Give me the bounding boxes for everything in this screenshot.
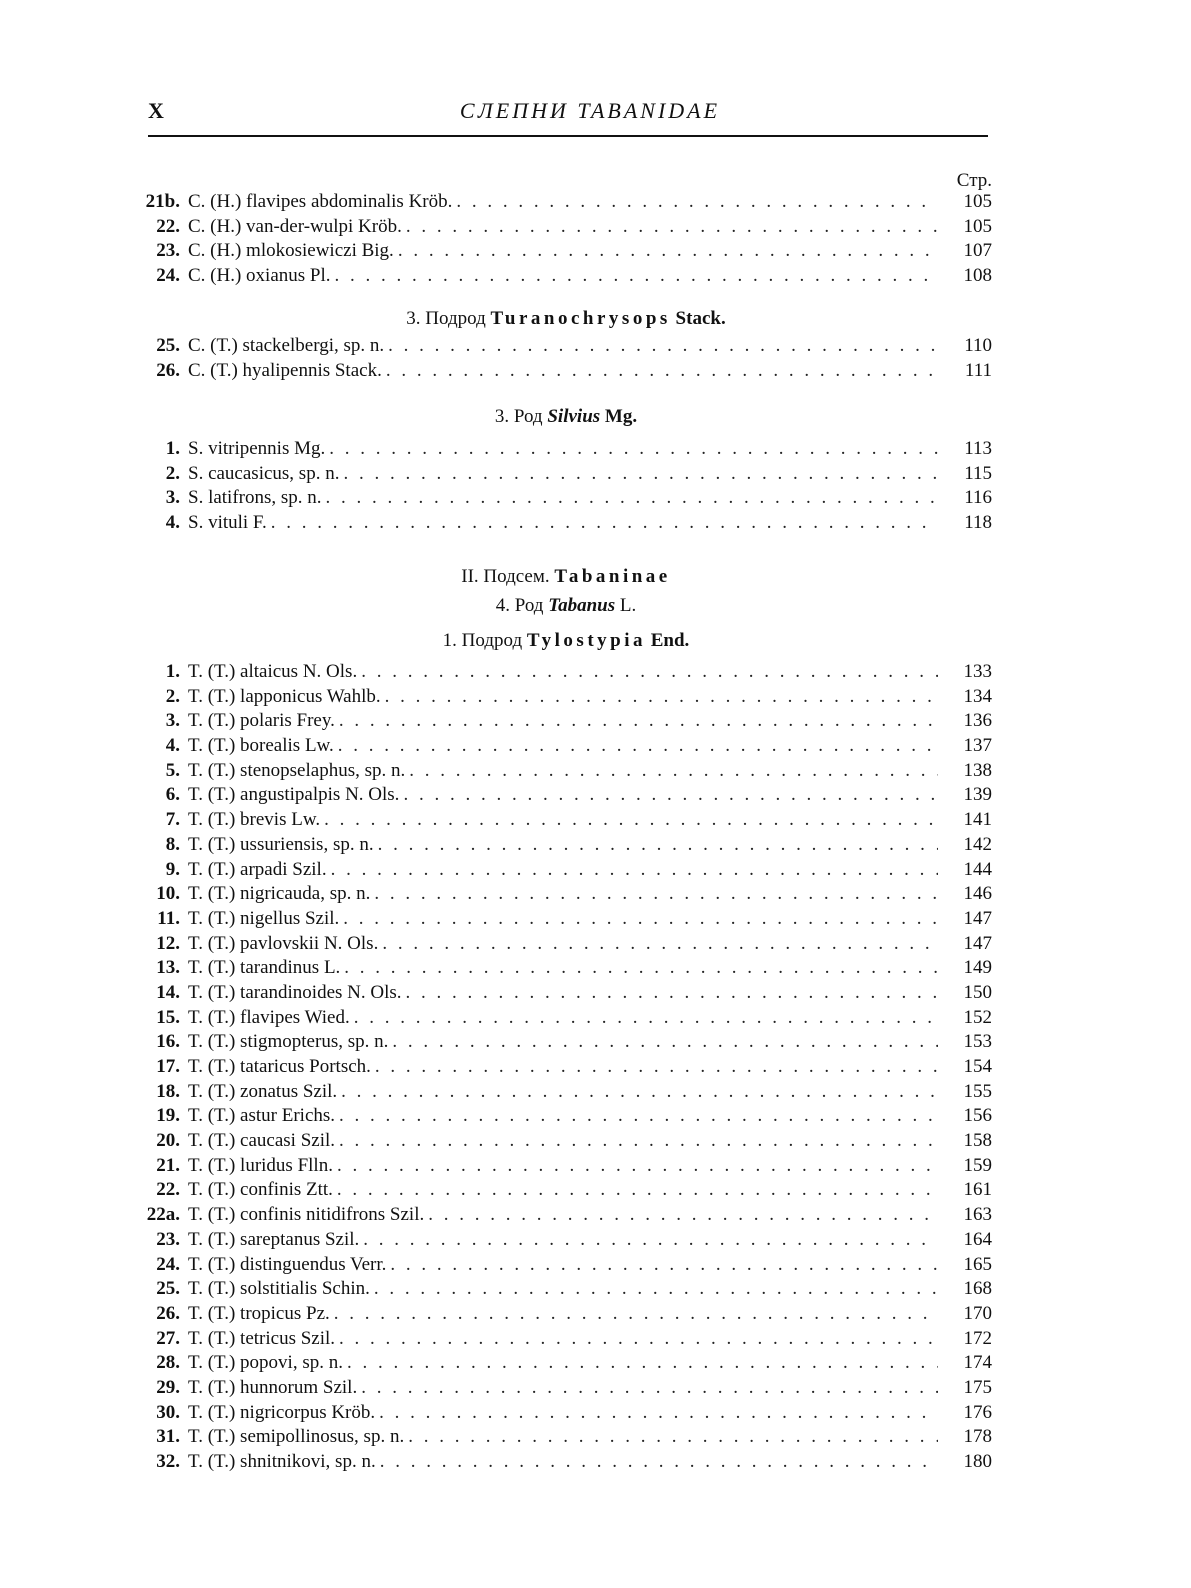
leader-dots — [339, 1104, 938, 1129]
entry-title: C. (H.) oxianus Pl. — [188, 265, 331, 287]
leader-dots — [398, 239, 938, 264]
toc-entry — [140, 858, 992, 883]
toc-entry — [140, 1425, 992, 1450]
entry-page: 142 — [963, 833, 992, 855]
leader-dots — [335, 264, 939, 289]
entry-page: 163 — [963, 1204, 992, 1226]
toc-list-group4 — [140, 660, 992, 1475]
toc-entry — [140, 1351, 992, 1376]
toc-entry — [140, 833, 992, 858]
entry-page: 118 — [964, 512, 992, 534]
entry-title: T. (T.) arpadi Szil. — [188, 858, 327, 880]
entry-page: 155 — [963, 1080, 992, 1102]
toc-entry — [140, 734, 992, 759]
leader-dots — [361, 660, 938, 685]
entry-title: T. (T.) astur Erichs. — [188, 1105, 336, 1127]
entry-title: T. (T.) sareptanus Szil. — [188, 1228, 360, 1250]
entry-title: T. (T.) tataricus Portsch. — [188, 1056, 371, 1077]
leader-dots — [403, 783, 938, 808]
subgenus-heading-turanochrysops: 3. Подрод Turanochrysops Stack. — [406, 308, 726, 329]
entry-number: 17. — [156, 1056, 180, 1077]
entry-number: 18. — [156, 1080, 180, 1102]
toc-entry — [140, 359, 992, 384]
leader-dots — [379, 1401, 938, 1426]
leader-dots — [456, 190, 938, 215]
leader-dots — [374, 882, 938, 907]
entry-number: 21b. — [145, 191, 180, 212]
entry-number: 9. — [165, 858, 180, 880]
leader-dots — [406, 215, 938, 240]
toc-entry — [140, 907, 992, 932]
entry-page: 149 — [963, 957, 992, 979]
toc-entry — [140, 685, 992, 710]
entry-page: 168 — [963, 1278, 992, 1300]
entry-number: 10. — [156, 883, 180, 905]
subgenus-heading-tylostypia: 1. Подрод Tylostypia End. — [442, 630, 690, 651]
toc-entry — [140, 660, 992, 685]
entry-number: 22a. — [146, 1204, 180, 1226]
entry-page: 111 — [964, 359, 992, 381]
entry-title: T. (T.) nigellus Szil. — [188, 907, 340, 929]
entry-number: 21. — [156, 1154, 180, 1176]
entry-page: 136 — [963, 710, 992, 732]
genus-heading-tabanus: 4. Род Tabanus L. — [495, 595, 637, 616]
leader-dots — [331, 858, 938, 883]
entry-number: 20. — [156, 1130, 180, 1152]
entry-number: 24. — [156, 265, 180, 287]
entry-title: T. (T.) tropicus Pz. — [188, 1302, 330, 1324]
entry-number: 3. — [165, 487, 180, 509]
toc-entry — [140, 1006, 992, 1031]
entry-title: T. (T.) pavlovskii N. Ols. — [188, 932, 379, 954]
entry-number: 2. — [165, 462, 180, 484]
entry-title: T. (T.) altaicus N. Ols. — [188, 661, 358, 682]
entry-number: 30. — [156, 1401, 180, 1423]
toc-entry — [140, 264, 992, 289]
toc-entry — [140, 1055, 992, 1080]
toc-entry — [140, 709, 992, 734]
entry-number: 7. — [165, 809, 180, 831]
leader-dots — [388, 334, 938, 359]
leader-dots — [329, 437, 938, 462]
entry-number: 2. — [165, 685, 180, 707]
toc-entry — [140, 334, 992, 359]
toc-entry — [140, 1450, 992, 1475]
entry-number: 25. — [156, 335, 180, 356]
toc-entry — [140, 1401, 992, 1426]
leader-dots — [408, 1425, 938, 1450]
entry-title: C. (H.) flavipes abdominalis Kröb. — [188, 191, 453, 212]
entry-page: 147 — [963, 932, 992, 954]
leader-dots — [334, 1302, 938, 1327]
entry-page: 115 — [964, 462, 992, 484]
entry-title: T. (T.) polaris Frey. — [188, 710, 335, 732]
entry-page: 158 — [963, 1130, 992, 1152]
entry-title: T. (T.) luridus Flln. — [188, 1154, 333, 1176]
entry-title: T. (T.) tetricus Szil. — [188, 1327, 336, 1349]
leader-dots — [271, 511, 938, 536]
entry-title: T. (T.) solstitialis Schin. — [188, 1278, 370, 1300]
toc-entry — [140, 1277, 992, 1302]
leader-dots — [337, 1154, 938, 1179]
entry-page: 137 — [963, 735, 992, 757]
subfamily-heading: II. Подсем. Tabaninae — [461, 566, 671, 587]
entry-number: 26. — [156, 359, 180, 381]
entry-title: T. (T.) zonatus Szil. — [188, 1080, 338, 1102]
header-rule — [148, 135, 988, 137]
entry-number: 13. — [156, 957, 180, 979]
entry-title: C. (H.) mlokosiewiczi Big. — [188, 240, 394, 262]
toc-entry — [140, 1178, 992, 1203]
entry-title: T. (T.) nigricorpus Kröb. — [188, 1401, 376, 1423]
entry-number: 16. — [156, 1031, 180, 1053]
toc-list-group3 — [140, 437, 992, 536]
toc-entry — [140, 190, 992, 215]
toc-entry — [140, 486, 992, 511]
entry-number: 11. — [157, 907, 180, 929]
toc-list-group1 — [140, 190, 992, 289]
entry-title: T. (T.) shnitnikovi, sp. n. — [188, 1451, 376, 1472]
leader-dots — [339, 1129, 938, 1154]
entry-page: 164 — [963, 1228, 992, 1250]
entry-title: S. vituli F. — [188, 512, 267, 534]
entry-page: 141 — [963, 809, 992, 831]
entry-number: 26. — [156, 1302, 180, 1324]
entry-page: 152 — [963, 1006, 992, 1028]
leader-dots — [324, 808, 938, 833]
entry-page: 161 — [963, 1179, 992, 1201]
entry-page: 105 — [963, 191, 992, 212]
leader-dots — [392, 1030, 938, 1055]
toc-entry — [140, 783, 992, 808]
leader-dots — [382, 932, 938, 957]
leader-dots — [374, 1277, 938, 1302]
entry-number: 31. — [156, 1426, 180, 1448]
toc-entry — [140, 215, 992, 240]
leader-dots — [339, 709, 938, 734]
entry-number: 32. — [156, 1451, 180, 1472]
entry-page: 150 — [963, 981, 992, 1003]
entry-page: 153 — [963, 1031, 992, 1053]
entry-title: T. (T.) tarandinoides N. Ols. — [188, 981, 402, 1003]
leader-dots — [386, 359, 938, 384]
entry-number: 4. — [165, 735, 180, 757]
entry-number: 22. — [156, 215, 180, 237]
leader-dots — [428, 1203, 938, 1228]
entry-title: T. (T.) confinis nitidifrons Szil. — [188, 1204, 425, 1226]
entry-page: 156 — [963, 1105, 992, 1127]
entry-page: 113 — [964, 438, 992, 459]
toc-entry — [140, 1376, 992, 1401]
toc-entry — [140, 808, 992, 833]
entry-page: 134 — [963, 685, 992, 707]
entry-page: 133 — [963, 661, 992, 682]
genus-heading-silvius: 3. Род Silvius Mg. — [494, 406, 638, 427]
entry-page: 110 — [964, 335, 992, 356]
entry-number: 19. — [156, 1105, 180, 1127]
entry-page: 154 — [963, 1056, 992, 1077]
entry-page: 172 — [963, 1327, 992, 1349]
entry-number: 1. — [165, 661, 180, 682]
entry-title: C. (T.) hyalipennis Stack. — [188, 359, 382, 381]
entry-number: 23. — [156, 240, 180, 262]
entry-number: 1. — [165, 438, 180, 459]
toc-entry — [140, 759, 992, 784]
entry-number: 27. — [156, 1327, 180, 1349]
leader-dots — [344, 956, 938, 981]
entry-title: T. (T.) nigricauda, sp. n. — [188, 883, 371, 905]
entry-title: T. (T.) stigmopterus, sp. n. — [188, 1031, 389, 1053]
entry-title: T. (T.) distinguendus Verr. — [188, 1253, 387, 1275]
leader-dots — [363, 1228, 938, 1253]
toc-entry — [140, 981, 992, 1006]
entry-page: 170 — [963, 1302, 992, 1324]
entry-title: C. (T.) stackelbergi, sp. n. — [188, 335, 385, 356]
toc-entry — [140, 1080, 992, 1105]
toc-entry — [140, 1104, 992, 1129]
entry-number: 4. — [165, 512, 180, 534]
entry-number: 8. — [165, 833, 180, 855]
leader-dots — [337, 1178, 938, 1203]
entry-title: T. (T.) brevis Lw. — [188, 809, 321, 831]
toc-entry — [140, 437, 992, 462]
leader-dots — [339, 1327, 938, 1352]
leader-dots — [409, 759, 938, 784]
toc-entry — [140, 932, 992, 957]
entry-page: 174 — [963, 1352, 992, 1374]
entry-page: 105 — [963, 215, 992, 237]
entry-title: T. (T.) lapponicus Wahlb. — [188, 685, 381, 707]
leader-dots — [406, 981, 938, 1006]
entry-number: 28. — [156, 1352, 180, 1374]
entry-title: T. (T.) borealis Lw. — [188, 735, 334, 757]
entry-title: T. (T.) confinis Ztt. — [188, 1179, 333, 1201]
toc-entry — [140, 1030, 992, 1055]
entry-number: 24. — [156, 1253, 180, 1275]
entry-title: T. (T.) semipollinosus, sp. n. — [188, 1426, 405, 1448]
entry-page: 138 — [963, 759, 992, 781]
leader-dots — [343, 907, 938, 932]
entry-page: 159 — [963, 1154, 992, 1176]
entry-title: T. (T.) caucasi Szil. — [188, 1130, 336, 1152]
leader-dots — [375, 1055, 938, 1080]
toc-list-group2 — [140, 334, 992, 383]
entry-number: 25. — [156, 1278, 180, 1300]
entry-page: 147 — [963, 907, 992, 929]
entry-number: 29. — [156, 1376, 180, 1398]
entry-title: T. (T.) stenopselaphus, sp. n. — [188, 759, 406, 781]
entry-number: 3. — [165, 710, 180, 732]
page-number: X — [148, 98, 164, 123]
toc-entry — [140, 1154, 992, 1179]
entry-number: 6. — [165, 784, 180, 806]
page-column-label: Стр. — [956, 170, 992, 191]
leader-dots — [341, 1080, 938, 1105]
entry-page: 108 — [963, 265, 992, 287]
entry-page: 146 — [963, 883, 992, 905]
toc-entry — [140, 1327, 992, 1352]
toc-entry — [140, 239, 992, 264]
leader-dots — [361, 1376, 938, 1401]
entry-title: T. (T.) popovi, sp. n. — [188, 1352, 343, 1374]
entry-title: T. (T.) angustipalpis N. Ols. — [188, 784, 400, 806]
toc-entry — [140, 462, 992, 487]
entry-title: T. (T.) hunnorum Szil. — [188, 1376, 358, 1398]
entry-title: C. (H.) van-der-wulpi Kröb. — [188, 215, 402, 237]
entry-page: 139 — [963, 784, 992, 806]
entry-number: 15. — [156, 1006, 180, 1028]
toc-entry — [140, 511, 992, 536]
entry-page: 144 — [963, 858, 992, 880]
entry-page: 176 — [963, 1401, 992, 1423]
entry-page: 107 — [963, 240, 992, 262]
toc-entry — [140, 1253, 992, 1278]
entry-title: T. (T.) flavipes Wied. — [188, 1006, 350, 1028]
entry-title: S. caucasicus, sp. n. — [188, 462, 340, 484]
entry-page: 180 — [963, 1451, 992, 1472]
entry-title: S. latifrons, sp. n. — [188, 487, 322, 509]
entry-title: T. (T.) tarandinus L. — [188, 957, 341, 979]
leader-dots — [338, 734, 938, 759]
toc-entry — [140, 956, 992, 981]
leader-dots — [326, 486, 938, 511]
toc-entry — [140, 1302, 992, 1327]
entry-title: S. vitripennis Mg. — [188, 438, 326, 459]
leader-dots — [347, 1351, 938, 1376]
leader-dots — [380, 1450, 938, 1475]
toc-entry — [140, 1203, 992, 1228]
leader-dots — [343, 462, 938, 487]
toc-entry — [140, 1129, 992, 1154]
leader-dots — [390, 1253, 938, 1278]
entry-number: 23. — [156, 1228, 180, 1250]
entry-number: 12. — [156, 932, 180, 954]
entry-page: 175 — [963, 1376, 992, 1398]
toc-entry — [140, 882, 992, 907]
entry-page: 165 — [963, 1253, 992, 1275]
entry-title: T. (T.) ussuriensis, sp. n. — [188, 833, 374, 855]
entry-page: 116 — [964, 487, 992, 509]
entry-number: 5. — [165, 759, 180, 781]
entry-number: 22. — [156, 1179, 180, 1201]
toc-entry — [140, 1228, 992, 1253]
leader-dots — [385, 685, 938, 710]
entry-number: 14. — [156, 981, 180, 1003]
running-title: СЛЕПНИ TABANIDAE — [459, 98, 721, 123]
leader-dots — [378, 833, 938, 858]
entry-page: 178 — [963, 1426, 992, 1448]
leader-dots — [354, 1006, 938, 1031]
